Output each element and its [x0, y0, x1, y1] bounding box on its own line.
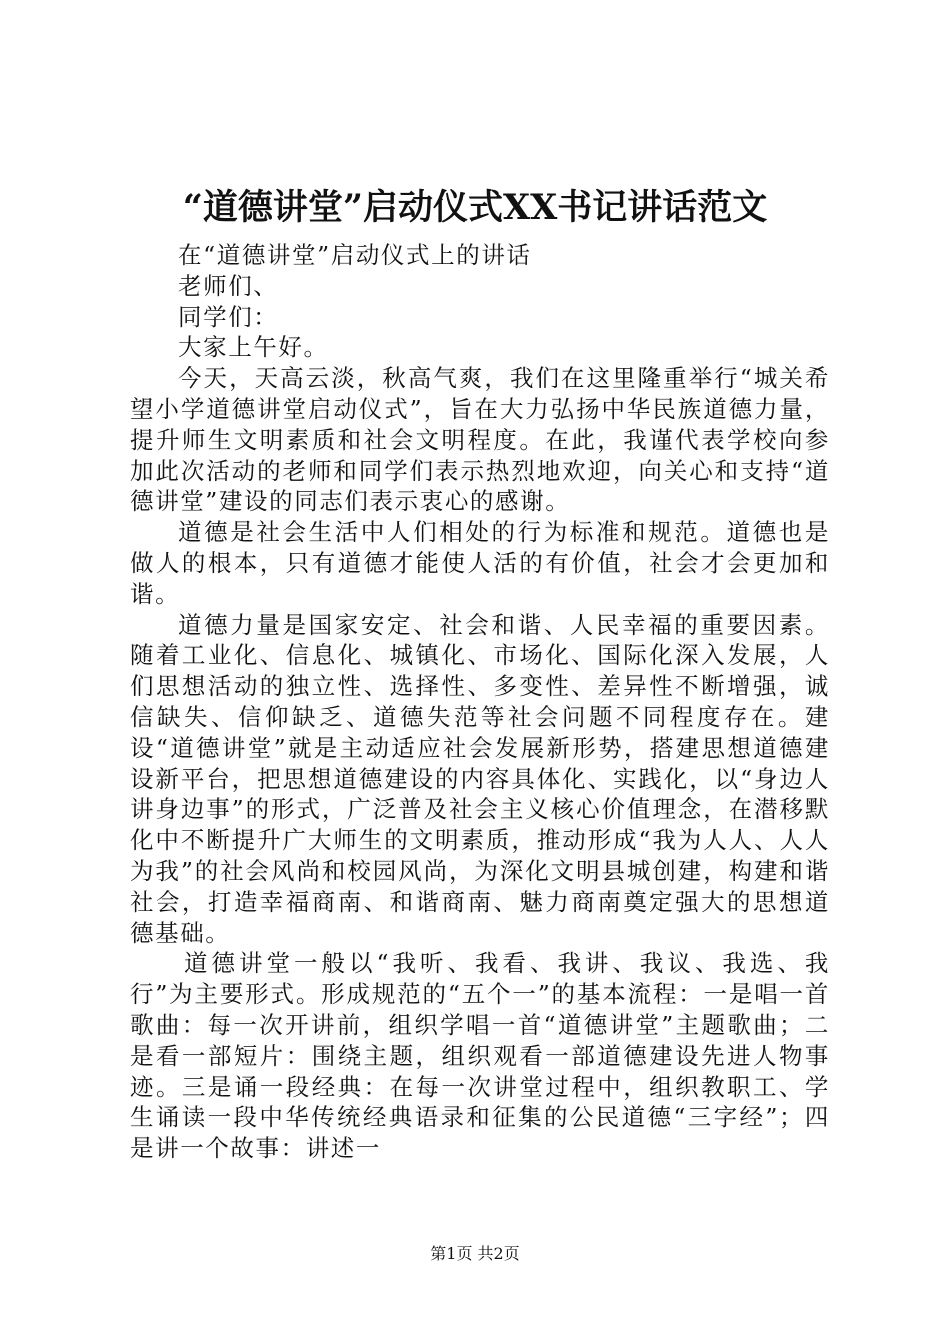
- salutation-students: 同学们：: [178, 302, 279, 331]
- paragraph-opening: 今天，天高云淡，秋高气爽，我们在这里隆重举行“城关希望小学道德讲堂启动仪式”，旨在大力弘扬中华民族道德力量，提升师生文明素质和社会文明程度。在此，我谨代表学校向参加此次活动的老师和同学们表示热烈地欢迎，向关心和支持“道德讲堂”建设的同志们表示衷心的感谢。: [130, 364, 830, 516]
- greeting: 大家上午好。: [178, 333, 329, 362]
- paragraph-morality-definition: 道德是社会生活中人们相处的行为标准和规范。道德也是做人的根本，只有道德才能使人活的有价值，社会才会更加和谐。: [130, 518, 830, 608]
- paragraph-lecture-format: 道德讲堂一般以“我听、我看、我讲、我议、我选、我行”为主要形式。形成规范的“五个一”的基本流程：一是唱一首歌曲：每一次开讲前，组织学唱一首“道德讲堂”主题歌曲；二是看一部短片：围绕主题，组织观看一部道德建设先进人物事迹。三是诵一段经典：在每一次讲堂过程中，组织教职工、学生诵读一段中华传统经典语录和征集的公民道德“三字经”；四是讲一个故事：讲述一: [130, 949, 830, 1163]
- document-body: [130, 240, 830, 1164]
- page-number-footer: 第1页 共2页: [430, 1244, 520, 1263]
- document-title: “道德讲堂”启动仪式XX书记讲话范文: [182, 187, 768, 228]
- paragraph-moral-power: 道德力量是国家安定、社会和谐、人民幸福的重要因素。随着工业化、信息化、城镇化、市场化、国际化深入发展，人们思想活动的独立性、选择性、多变性、差异性不断增强，诚信缺失、信仰缺乏、道德失范等社会问题不同程度存在。建设“道德讲堂”就是主动适应社会发展新形势，搭建思想道德建设新平台，把思想道德建设的内容具体化、实践化，以“身边人讲身边事”的形式，广泛普及社会主义核心价值理念，在潜移默化中不断提升广大师生的文明素质，推动形成“我为人人、人人为我”的社会风尚和校园风尚，为深化文明县城创建，构建和谐社会，打造幸福商南、和谐商南、魅力商南奠定强大的思想道德基础。: [130, 610, 830, 947]
- speech-heading: 在“道德讲堂”启动仪式上的讲话: [178, 241, 532, 269]
- salutation-teachers: 老师们、: [178, 271, 279, 300]
